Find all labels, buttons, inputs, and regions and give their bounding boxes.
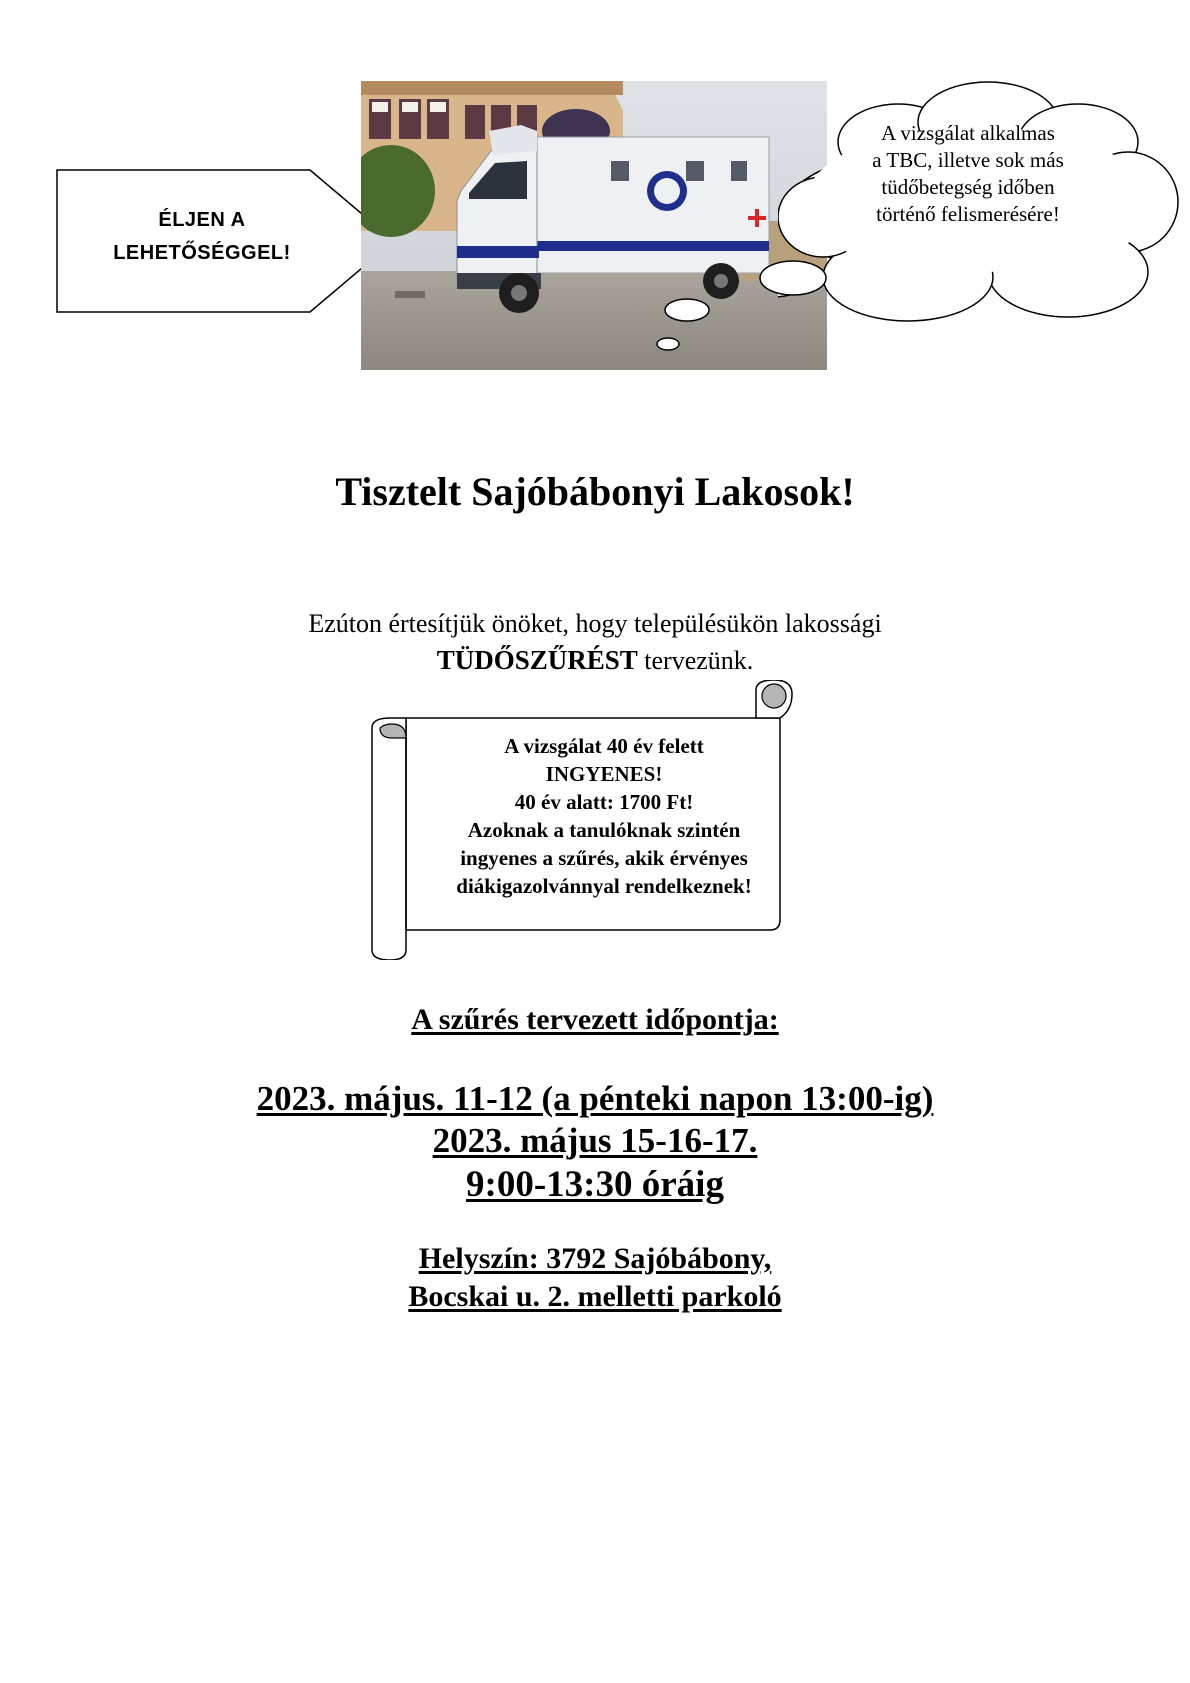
scroll-line-2: INGYENES! — [545, 762, 663, 786]
mobile-screening-truck-photo — [361, 81, 827, 370]
schedule-heading — [0, 1000, 1190, 1040]
thought-bubble — [778, 72, 1180, 362]
arrow-callout — [56, 168, 396, 314]
intro-line-2-rest: tervezünk. — [637, 646, 754, 675]
schedule-dates — [0, 1078, 1190, 1208]
scroll-line-6: diákigazolvánnyal rendelkeznek! — [456, 874, 752, 898]
thought-line-1: A vizsgálat alkalmas — [881, 121, 1055, 145]
intro-paragraph — [0, 606, 1190, 679]
intro-line-1: Ezúton értesítjük önöket, hogy településükön lakossági — [308, 609, 882, 638]
intro-bold-word: TÜDŐSZŰRÉST — [436, 645, 638, 675]
thought-bubble-text — [818, 120, 1118, 228]
thought-line-4: történő felismerésére! — [876, 202, 1060, 226]
arrow-line-1: ÉLJEN A — [158, 209, 246, 231]
scroll-line-4: Azoknak a tanulóknak szintén — [467, 818, 741, 842]
location-line-1: Helyszín: 3792 Sajóbábony, — [418, 1242, 772, 1275]
scroll-line-3: 40 év alatt: 1700 Ft! — [514, 790, 694, 814]
page-title: Tisztelt Sajóbábonyi Lakosok! — [335, 469, 855, 514]
thought-line-3: tüdőbetegség időben — [881, 175, 1055, 199]
schedule-heading-text: A szűrés tervezett időpontja: — [411, 1003, 779, 1036]
schedule-hours: 9:00-13:30 óráig — [466, 1164, 724, 1205]
arrow-callout-text — [56, 204, 348, 270]
scroll-line-5: ingyenes a szűrés, akik érvényes — [460, 846, 748, 870]
thought-bubble-dots — [640, 255, 740, 365]
intro-line-2 — [0, 642, 1190, 679]
scroll-line-1: A vizsgálat 40 év felett — [504, 734, 704, 758]
location — [0, 1240, 1190, 1316]
info-scroll — [370, 680, 818, 960]
arrow-line-2: LEHETŐSÉGGEL! — [113, 242, 291, 264]
scroll-text — [410, 732, 798, 900]
thought-line-2: a TBC, illetve sok más — [872, 148, 1064, 172]
schedule-date-1: 2023. május. 11-12 (a pénteki napon 13:00-ig) — [256, 1079, 934, 1118]
schedule-date-2: 2023. május 15-16-17. — [432, 1121, 758, 1160]
thought-bubble-dot-large — [758, 258, 828, 298]
location-line-2: Bocskai u. 2. melletti parkoló — [408, 1280, 782, 1313]
